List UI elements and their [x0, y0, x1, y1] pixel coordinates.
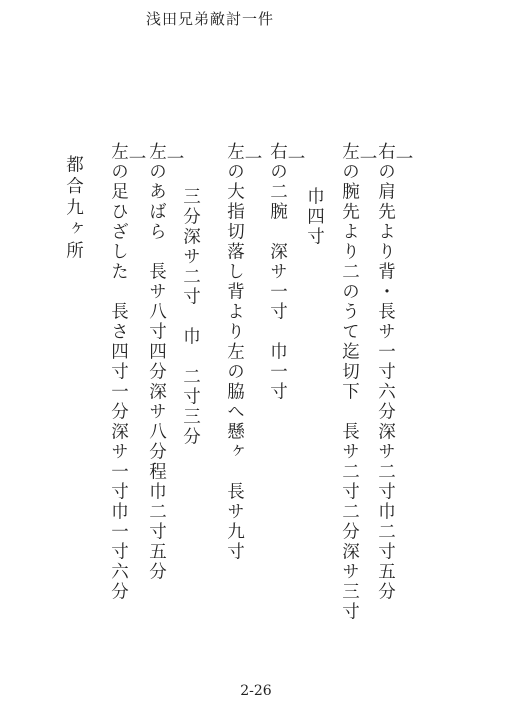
item-text: 左の大指切落し背より左の脇へ懸ヶ 長サ九寸 [224, 142, 245, 562]
item-bullet: 一 [285, 149, 305, 169]
item-bullet: 一 [126, 149, 146, 169]
item-text: 三分深サ二寸 巾 二寸三分 [180, 187, 201, 447]
page-header: 浅田兄弟敵討一件 [145, 10, 274, 28]
item-bullet: 一 [357, 149, 377, 169]
page-number: 2-26 [240, 683, 272, 699]
item-bullet: 一 [242, 149, 262, 169]
item-bullet: 一 [164, 149, 184, 169]
item-text: 左のあばら 長サ八寸四分深サ八分程巾二寸五分 [146, 142, 167, 582]
item-text: 右の肩先より背・長サ一寸六分深サ二寸巾二寸五分 [375, 142, 396, 602]
item-text: 右の二腕 深サ一寸 巾一寸 [267, 142, 288, 402]
item-text: 左の腕先より二のうて迄切下 長サ二寸二分深サ三寸 [339, 142, 360, 622]
item-text: 巾四寸 [304, 187, 325, 247]
wound-item-continuation [181, 142, 216, 447]
item-text: 左の足ひざした 長さ四寸一分深サ一寸巾一寸六分 [108, 142, 129, 602]
summary-total: 都合九ヶ所 [63, 155, 84, 263]
item-bullet: 一 [393, 149, 413, 169]
